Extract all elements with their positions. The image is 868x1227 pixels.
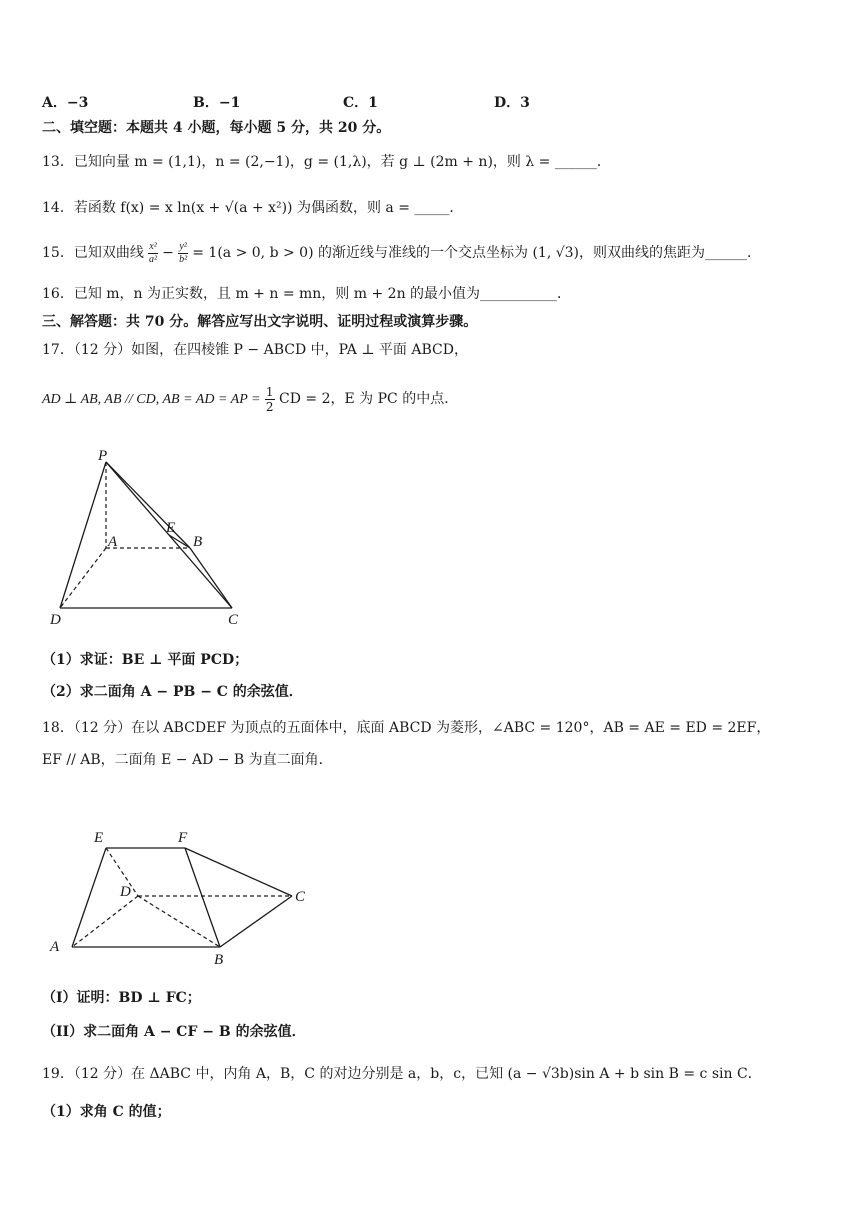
label-e: E — [166, 520, 176, 536]
edge-da — [72, 896, 138, 947]
label-b: B — [214, 952, 224, 968]
q17-half — [265, 385, 275, 414]
question-13: 13．已知向量 m = (1,1)，n = (2,−1)，g = (1,λ)，若 g ⊥ (2m + n)，则 λ = ______． — [42, 154, 611, 170]
question-18-part2: （II）求二面角 A − CF − B 的余弦值． — [42, 1024, 306, 1040]
edge-ea — [72, 848, 106, 947]
q17-half-num: 1 — [265, 384, 274, 399]
option-b: B．−1 — [193, 95, 241, 111]
question-17-line1: 17．（12 分）如图，在四棱锥 P − ABCD 中，PA ⊥ 平面 ABCD， — [42, 342, 468, 358]
q17-half-den: 2 — [265, 399, 274, 414]
question-17-line2 — [42, 384, 458, 415]
question-14: 14．若函数 f(x) = x ln(x + √(a + x²)) 为偶函数，则 a = _____． — [42, 200, 464, 216]
label-d: D — [120, 884, 131, 900]
pyramid-figure — [40, 440, 260, 635]
question-18-part1: （I）证明：BD ⊥ FC； — [42, 990, 201, 1006]
q15-fraction-y — [178, 241, 187, 266]
q17-condition-tail: CD = 2，E 为 PC 的中点． — [279, 391, 459, 407]
q15-suffix: = 1(a > 0, b > 0) 的渐近线与准线的一个交点坐标为 (1, √3)，则双曲线的焦距为______． — [192, 245, 762, 261]
q15-fraction-x — [148, 241, 157, 266]
edge-bc — [220, 896, 292, 947]
section-2-heading: 二、填空题：本题共 4 小题，每小题 5 分，共 20 分。 — [42, 120, 391, 136]
label-c: C — [228, 612, 239, 628]
edge-pb — [106, 462, 190, 548]
label-e: E — [94, 830, 104, 846]
q15-num1: x² — [149, 240, 157, 252]
label-f: F — [178, 830, 188, 846]
q17-condition: AD ⊥ AB, AB // CD, AB = AD = AP = — [42, 392, 261, 407]
section-3-heading: 三、解答题：共 70 分。解答应写出文字说明、证明过程或演算步骤。 — [42, 314, 478, 330]
edge-fc — [185, 848, 292, 896]
question-18-line2: EF // AB，二面角 E − AD − B 为直二面角． — [42, 752, 333, 768]
edge-db — [138, 896, 220, 947]
question-19-line1: 19．（12 分）在 ΔABC 中，内角 A，B，C 的对边分别是 a，b，c，已知 (a − √3b)sin A + b sin B = c sin C． — [42, 1066, 762, 1082]
label-a: A — [108, 534, 118, 550]
question-17-part2: （2）求二面角 A − PB − C 的余弦值． — [42, 684, 303, 700]
q15-num2: y² — [179, 240, 187, 252]
option-d: D．3 — [494, 95, 530, 111]
edge-pd — [60, 462, 106, 608]
label-b: B — [193, 534, 203, 550]
question-19-part1: （1）求角 C 的值； — [42, 1104, 171, 1120]
edge-fb — [185, 848, 220, 947]
option-c: C．1 — [343, 95, 378, 111]
option-a: A．−3 — [42, 95, 89, 111]
label-a: A — [50, 939, 60, 955]
question-15: 15．已知双曲线 $\frac{\text{x²}}{\text{a²}}$ − $\frac{\text{y²}}{\text{b²}}$ = 1(a > 0, b > 0) 的渐近线与准线的一个交点坐标为 (1, √3)，则双曲线的焦距为______． — [42, 240, 762, 265]
pentahedron-figure — [40, 825, 320, 970]
q15-prefix: 15．已知双曲线 — [42, 245, 144, 261]
question-18-line1: 18．（12 分）在以 ABCDEF 为顶点的五面体中，底面 ABCD 为菱形，∠ABC = 120°，AB = AE = ED = 2EF， — [42, 720, 771, 736]
label-d: D — [50, 612, 61, 628]
edge-bc — [190, 548, 232, 608]
label-c: C — [295, 889, 306, 905]
edge-ad — [60, 548, 106, 608]
q15-den2: b² — [179, 253, 188, 265]
question-16: 16．已知 m，n 为正实数，且 m + n = mn，则 m + 2n 的最小值为___________． — [42, 286, 572, 302]
label-p: P — [98, 448, 108, 464]
question-17-part1: （1）求证：BE ⊥ 平面 PCD； — [42, 652, 249, 668]
q15-den1: a² — [149, 253, 157, 265]
